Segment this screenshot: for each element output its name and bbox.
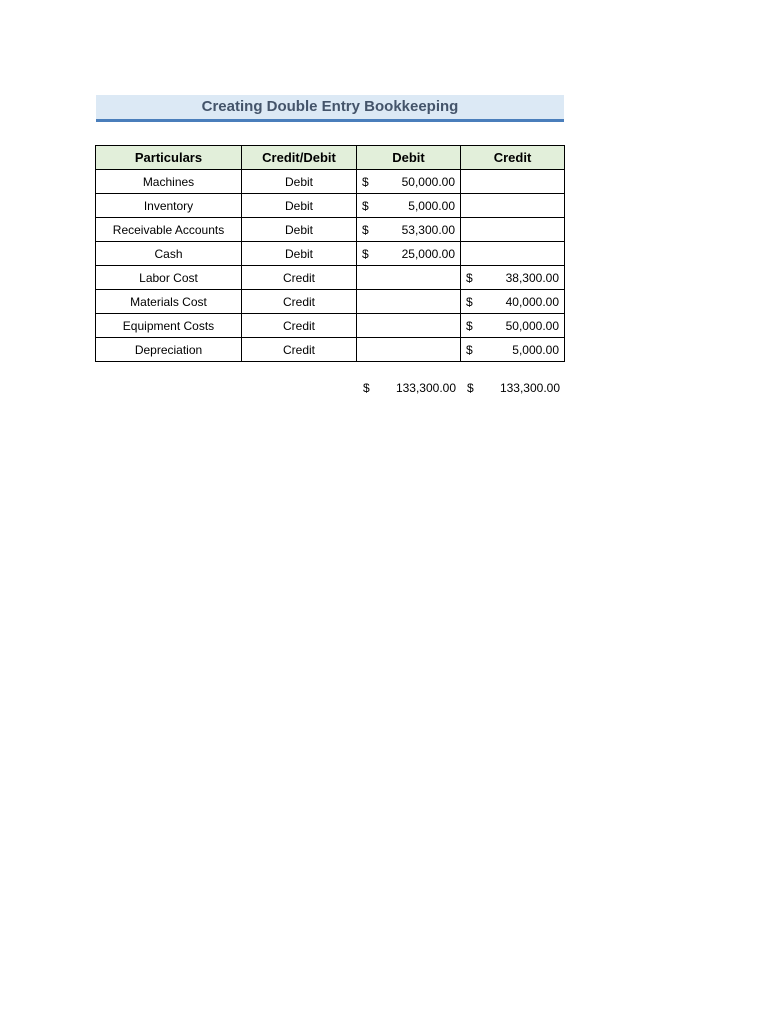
debit-amount-cell[interactable] <box>357 242 461 266</box>
table-row <box>96 338 565 362</box>
entry-type-cell[interactable]: Credit <box>242 314 357 338</box>
table-row <box>96 170 565 194</box>
particular-cell[interactable]: Receivable Accounts <box>96 218 242 242</box>
credit-amount: 50,000.00 <box>505 319 559 333</box>
credit-amount-cell[interactable] <box>461 194 565 218</box>
particular-cell[interactable]: Depreciation <box>96 338 242 362</box>
entry-type-cell[interactable]: Debit <box>242 242 357 266</box>
debit-amount-cell[interactable] <box>357 266 461 290</box>
currency-symbol: $ <box>466 319 473 333</box>
entry-type-cell[interactable]: Credit <box>242 266 357 290</box>
currency-symbol: $ <box>467 381 474 395</box>
debit-amount-cell[interactable] <box>357 194 461 218</box>
header-debit[interactable]: Debit <box>357 146 461 170</box>
credit-amount-cell[interactable] <box>461 314 565 338</box>
currency-symbol: $ <box>466 295 473 309</box>
particular-cell[interactable]: Cash <box>96 242 242 266</box>
credit-amount: 40,000.00 <box>505 295 559 309</box>
entry-type-cell[interactable]: Credit <box>242 290 357 314</box>
credit-amount-cell[interactable] <box>461 290 565 314</box>
credit-amount-cell[interactable] <box>461 338 565 362</box>
currency-symbol: $ <box>362 175 369 189</box>
table-row <box>96 218 565 242</box>
particular-cell[interactable]: Materials Cost <box>96 290 242 314</box>
credit-amount: 38,300.00 <box>505 271 559 285</box>
total-debit-amount: 133,300.00 <box>395 381 456 395</box>
particular-cell[interactable]: Labor Cost <box>96 266 242 290</box>
table-row <box>96 314 565 338</box>
table-row <box>96 266 565 290</box>
currency-symbol: $ <box>466 271 473 285</box>
currency-symbol: $ <box>362 223 369 237</box>
debit-amount-cell[interactable] <box>357 290 461 314</box>
ledger-body <box>96 170 565 362</box>
credit-amount-cell[interactable] <box>461 266 565 290</box>
debit-amount: 50,000.00 <box>401 175 455 189</box>
sheet-title: Creating Double Entry Bookkeeping <box>96 95 564 122</box>
total-credit-cell[interactable] <box>461 376 565 400</box>
entry-type-cell[interactable]: Debit <box>242 218 357 242</box>
debit-amount-cell[interactable] <box>357 314 461 338</box>
total-debit-cell[interactable] <box>357 376 461 400</box>
credit-amount-cell[interactable] <box>461 170 565 194</box>
debit-amount: 25,000.00 <box>401 247 455 261</box>
header-credit-debit[interactable]: Credit/Debit <box>242 146 357 170</box>
table-row <box>96 290 565 314</box>
currency-symbol: $ <box>363 381 370 395</box>
table-row <box>96 242 565 266</box>
credit-amount-cell[interactable] <box>461 242 565 266</box>
header-particulars[interactable]: Particulars <box>96 146 242 170</box>
currency-symbol: $ <box>466 343 473 357</box>
particular-cell[interactable]: Machines <box>96 170 242 194</box>
credit-amount: 5,000.00 <box>512 343 559 357</box>
debit-amount: 5,000.00 <box>408 199 455 213</box>
particular-cell[interactable]: Equipment Costs <box>96 314 242 338</box>
debit-amount-cell[interactable] <box>357 170 461 194</box>
credit-amount-cell[interactable] <box>461 218 565 242</box>
particular-cell[interactable]: Inventory <box>96 194 242 218</box>
entry-type-cell[interactable]: Credit <box>242 338 357 362</box>
header-credit[interactable]: Credit <box>461 146 565 170</box>
entry-type-cell[interactable]: Debit <box>242 194 357 218</box>
currency-symbol: $ <box>362 247 369 261</box>
debit-amount-cell[interactable] <box>357 218 461 242</box>
debit-amount: 53,300.00 <box>401 223 455 237</box>
debit-amount-cell[interactable] <box>357 338 461 362</box>
table-row <box>96 194 565 218</box>
total-credit-amount: 133,300.00 <box>499 381 560 395</box>
header-row <box>96 146 565 170</box>
ledger-table <box>95 145 565 362</box>
currency-symbol: $ <box>362 199 369 213</box>
entry-type-cell[interactable]: Debit <box>242 170 357 194</box>
